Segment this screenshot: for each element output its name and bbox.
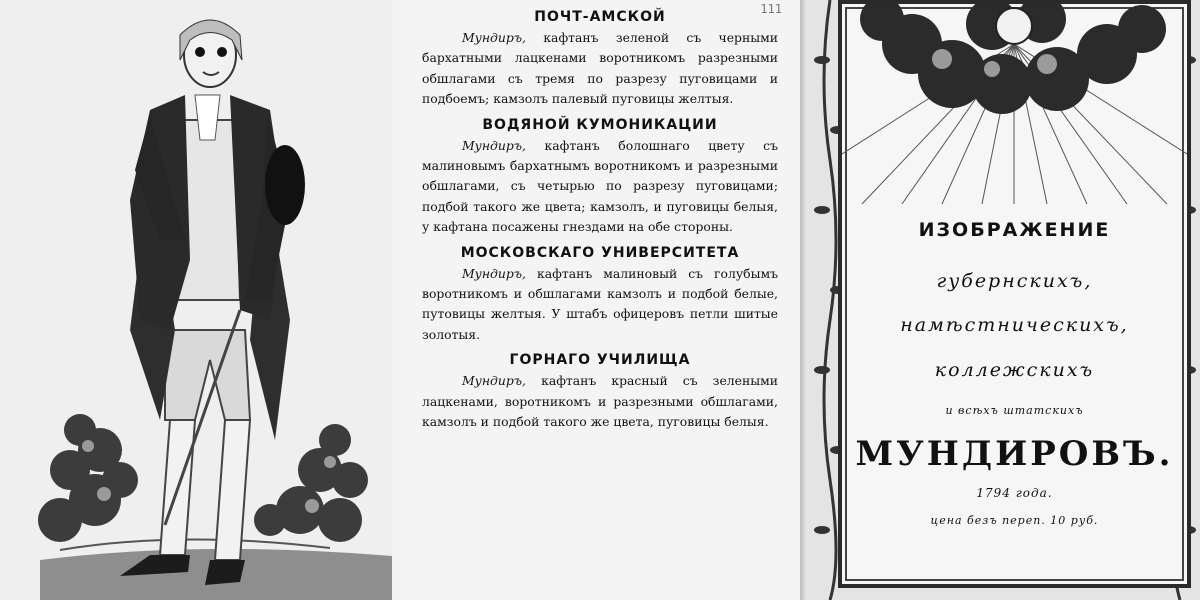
title-line-5: и всѣхъ штатскихъ — [945, 404, 1084, 417]
paragraph-lead: Мундиръ, — [462, 265, 526, 281]
paragraph-lead: Мундиръ, — [462, 30, 526, 45]
title-line-2: губернскихъ, — [936, 270, 1093, 292]
section-paragraph — [422, 136, 778, 238]
paragraph-lead: Мундиръ, — [462, 373, 526, 389]
text-page — [392, 0, 808, 600]
title-line-7: 1794 года. — [976, 486, 1053, 500]
title-line-8: цена безъ переп. 10 руб. — [930, 514, 1099, 527]
text-column — [422, 6, 778, 437]
section-paragraph — [422, 28, 778, 110]
title-line-4: коллежскихъ — [934, 359, 1095, 381]
paragraph-text: кафтанъ малиновый съ голубымъ воротникомъ и обшлагами камзолъ и подбой белые, путовицы желтыя. У штабъ офицеровъ петли шитые золотыя. — [422, 265, 778, 342]
title-line-6: МУНДИРОВЪ. — [855, 434, 1174, 474]
sunburst-icon — [842, 4, 1187, 204]
paragraph-text: кафтанъ зеленой съ черными бархатными лацкенами воротникомъ разрезными обшлагами съ тремя по разрезу пуговицами и подбоемъ; камзолъ палевый пуговицы желтыя. — [422, 30, 778, 107]
title-line-1: ИЗОБРАЖЕНИЕ — [918, 219, 1111, 241]
paragraph-text: кафтанъ красный съ зелеными лацкенами, воротникомъ и разрезными обшлагами, камзолъ и подбой такого же цвета, пуговицы белыя. — [422, 373, 778, 430]
section-title: ПОЧТ-АМСКОЙ — [534, 9, 666, 25]
paragraph-text: кафтанъ болошнаго цвету съ малиновымъ бархатнымъ воротникомъ и разрезными обшлагами, съ четырью по разрезу пуговицами; подбой такого же цвета; камзолъ, и пуговицы белыя, у кафтана посажены гнездами на обе стороны. — [422, 137, 778, 235]
section-title: ВОДЯНОЙ КУМОНИКАЦИИ — [482, 116, 718, 133]
paragraph-lead: Мундиръ, — [462, 137, 526, 153]
engraving-illustration — [0, 0, 392, 600]
title-frame — [838, 0, 1191, 588]
page-number: 111 — [760, 2, 782, 16]
engraving-panel — [0, 0, 392, 600]
section-title: ГОРНАГО УЧИЛИЩА — [509, 352, 691, 369]
section-paragraph — [422, 371, 778, 432]
section-title: МОСКОВСКАГО УНИВЕРСИТЕТА — [460, 244, 740, 261]
title-page — [808, 0, 1200, 600]
section-paragraph — [422, 264, 778, 346]
title-line-3: намѣстническихъ, — [900, 314, 1129, 336]
